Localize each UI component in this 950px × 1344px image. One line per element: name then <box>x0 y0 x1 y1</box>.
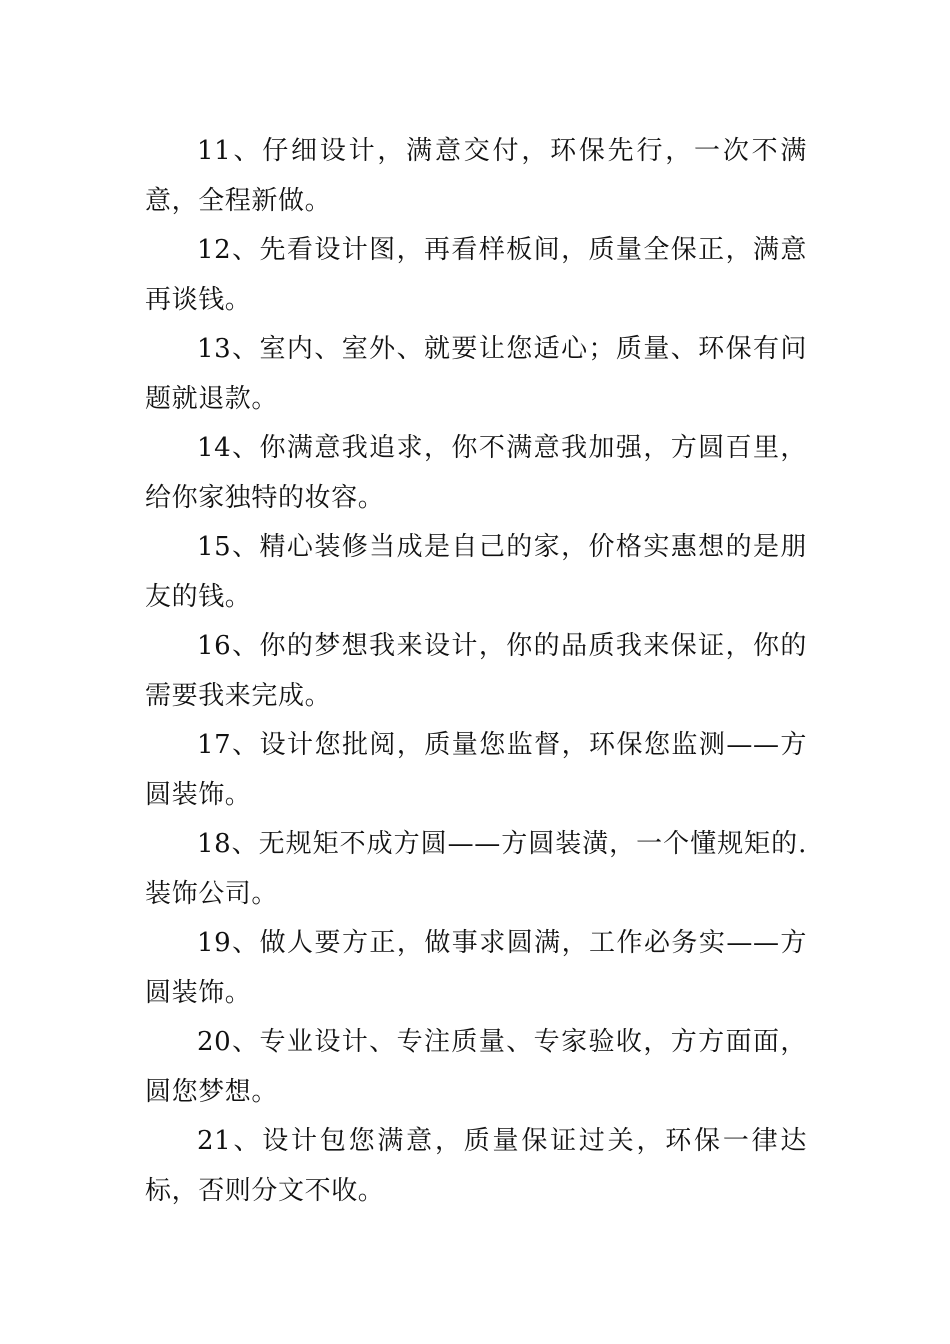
paragraph-18: 18、无规矩不成方圆——方圆装潢，一个懂规矩的.装饰公司。 <box>145 829 807 909</box>
paragraph-20: 20、专业设计、专注质量、专家验收，方方面面，圆您梦想。 <box>145 1027 807 1107</box>
document-body <box>145 127 807 1216</box>
paragraph-14: 14、你满意我追求，你不满意我加强，方圆百里，给你家独特的妆容。 <box>145 433 807 513</box>
paragraph-19: 19、做人要方正，做事求圆满，工作必务实——方圆装饰。 <box>145 928 807 1008</box>
paragraph-12: 12、先看设计图，再看样板间，质量全保正，满意再谈钱。 <box>145 235 807 315</box>
paragraph-16: 16、你的梦想我来设计，你的品质我来保证，你的需要我来完成。 <box>145 631 807 711</box>
paragraph-17: 17、设计您批阅，质量您监督，环保您监测——方圆装饰。 <box>145 730 807 810</box>
paragraph-21: 21、设计包您满意，质量保证过关，环保一律达标，否则分文不收。 <box>145 1126 807 1206</box>
paragraph-15: 15、精心装修当成是自己的家，价格实惠想的是朋友的钱。 <box>145 532 807 612</box>
paragraph-11: 11、仔细设计，满意交付，环保先行，一次不满意，全程新做。 <box>145 136 807 216</box>
paragraph-13: 13、室内、室外、就要让您适心；质量、环保有问题就退款。 <box>145 334 807 414</box>
